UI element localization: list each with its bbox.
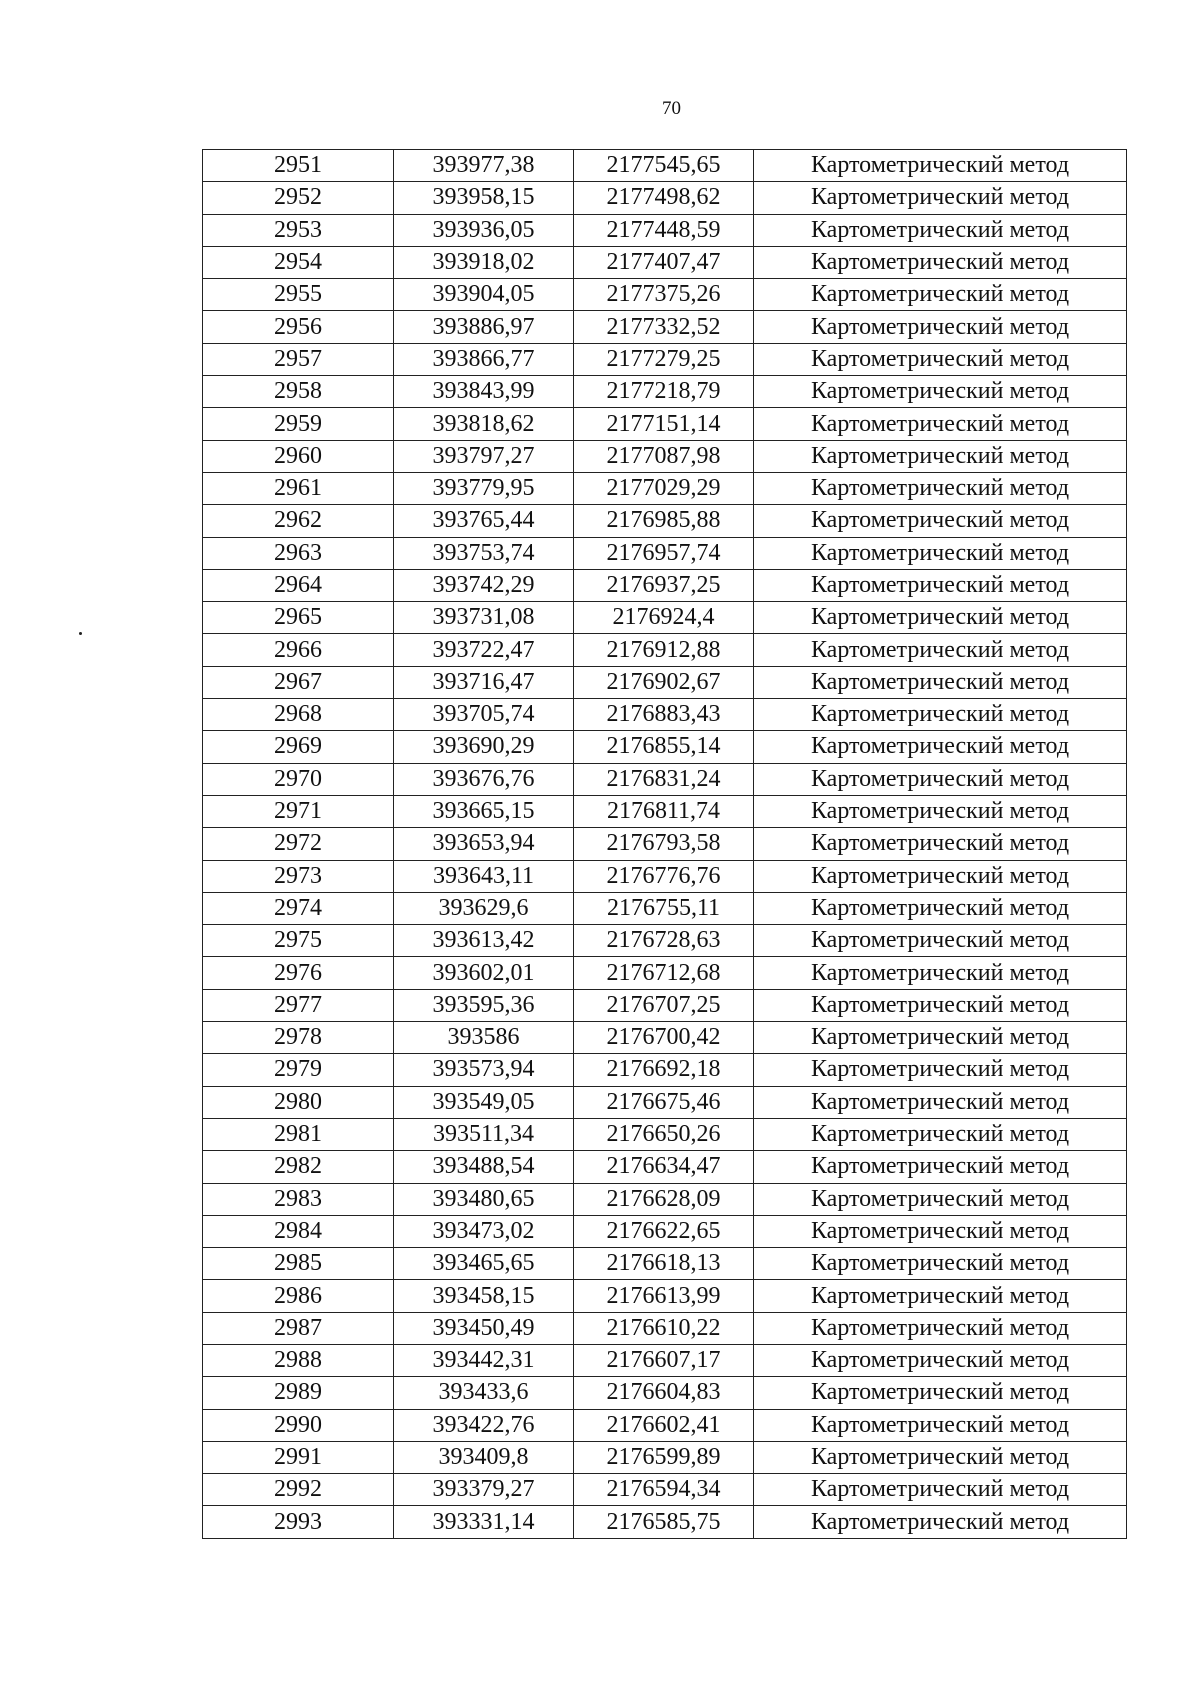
method-cell: Картометрический метод (754, 537, 1127, 569)
y-coordinate-cell: 2176937,25 (574, 569, 754, 601)
table-row (203, 1506, 1127, 1538)
method-cell: Картометрический метод (754, 1409, 1127, 1441)
table-row (203, 1054, 1127, 1086)
y-coordinate-cell: 2176585,75 (574, 1506, 754, 1538)
point-number-cell: 2987 (203, 1312, 394, 1344)
table-row (203, 1118, 1127, 1150)
point-number-cell: 2974 (203, 892, 394, 924)
x-coordinate-cell: 393458,15 (394, 1280, 574, 1312)
point-number-cell: 2958 (203, 376, 394, 408)
point-number-cell: 2986 (203, 1280, 394, 1312)
table-row (203, 1474, 1127, 1506)
y-coordinate-cell: 2176628,09 (574, 1183, 754, 1215)
point-number-cell: 2967 (203, 666, 394, 698)
method-cell: Картометрический метод (754, 860, 1127, 892)
table-row (203, 1312, 1127, 1344)
method-cell: Картометрический метод (754, 795, 1127, 827)
x-coordinate-cell: 393716,47 (394, 666, 574, 698)
table-row (203, 989, 1127, 1021)
table-row (203, 472, 1127, 504)
table-row (203, 1022, 1127, 1054)
table-row (203, 279, 1127, 311)
table-row (203, 795, 1127, 827)
y-coordinate-cell: 2176675,46 (574, 1086, 754, 1118)
point-number-cell: 2966 (203, 634, 394, 666)
y-coordinate-cell: 2176634,47 (574, 1151, 754, 1183)
method-cell: Картометрический метод (754, 311, 1127, 343)
table-row (203, 957, 1127, 989)
table-row (203, 634, 1127, 666)
method-cell: Картометрический метод (754, 1248, 1127, 1280)
stray-dot (79, 632, 82, 635)
method-cell: Картометрический метод (754, 989, 1127, 1021)
y-coordinate-cell: 2176700,42 (574, 1022, 754, 1054)
x-coordinate-cell: 393779,95 (394, 472, 574, 504)
x-coordinate-cell: 393886,97 (394, 311, 574, 343)
point-number-cell: 2970 (203, 763, 394, 795)
method-cell: Картометрический метод (754, 279, 1127, 311)
point-number-cell: 2953 (203, 214, 394, 246)
table-row (203, 408, 1127, 440)
table-row (203, 1183, 1127, 1215)
method-cell: Картометрический метод (754, 376, 1127, 408)
point-number-cell: 2969 (203, 731, 394, 763)
method-cell: Картометрический метод (754, 1474, 1127, 1506)
point-number-cell: 2960 (203, 440, 394, 472)
method-cell: Картометрический метод (754, 699, 1127, 731)
y-coordinate-cell: 2176602,41 (574, 1409, 754, 1441)
point-number-cell: 2973 (203, 860, 394, 892)
table-row (203, 1280, 1127, 1312)
method-cell: Картометрический метод (754, 763, 1127, 795)
y-coordinate-cell: 2176613,99 (574, 1280, 754, 1312)
point-number-cell: 2963 (203, 537, 394, 569)
point-number-cell: 2975 (203, 925, 394, 957)
point-number-cell: 2962 (203, 505, 394, 537)
x-coordinate-cell: 393465,65 (394, 1248, 574, 1280)
method-cell: Картометрический метод (754, 1441, 1127, 1473)
method-cell: Картометрический метод (754, 1118, 1127, 1150)
x-coordinate-cell: 393613,42 (394, 925, 574, 957)
method-cell: Картометрический метод (754, 505, 1127, 537)
table-row (203, 1344, 1127, 1376)
method-cell: Картометрический метод (754, 1183, 1127, 1215)
x-coordinate-cell: 393433,6 (394, 1377, 574, 1409)
y-coordinate-cell: 2176728,63 (574, 925, 754, 957)
x-coordinate-cell: 393511,34 (394, 1118, 574, 1150)
table-row (203, 763, 1127, 795)
method-cell: Картометрический метод (754, 1377, 1127, 1409)
table-row (203, 505, 1127, 537)
y-coordinate-cell: 2177448,59 (574, 214, 754, 246)
point-number-cell: 2983 (203, 1183, 394, 1215)
method-cell: Картометрический метод (754, 569, 1127, 601)
x-coordinate-cell: 393602,01 (394, 957, 574, 989)
y-coordinate-cell: 2176855,14 (574, 731, 754, 763)
table-row (203, 311, 1127, 343)
x-coordinate-cell: 393643,11 (394, 860, 574, 892)
y-coordinate-cell: 2176650,26 (574, 1118, 754, 1150)
table-row (203, 150, 1127, 182)
y-coordinate-cell: 2176985,88 (574, 505, 754, 537)
method-cell: Картометрический метод (754, 1280, 1127, 1312)
y-coordinate-cell: 2176831,24 (574, 763, 754, 795)
table-row (203, 860, 1127, 892)
table-row (203, 537, 1127, 569)
method-cell: Картометрический метод (754, 246, 1127, 278)
table-row (203, 440, 1127, 472)
method-cell: Картометрический метод (754, 1312, 1127, 1344)
table-row (203, 343, 1127, 375)
y-coordinate-cell: 2176957,74 (574, 537, 754, 569)
method-cell: Картометрический метод (754, 472, 1127, 504)
x-coordinate-cell: 393797,27 (394, 440, 574, 472)
x-coordinate-cell: 393936,05 (394, 214, 574, 246)
table-row (203, 602, 1127, 634)
table-row (203, 214, 1127, 246)
table-row (203, 1441, 1127, 1473)
method-cell: Картометрический метод (754, 214, 1127, 246)
method-cell: Картометрический метод (754, 957, 1127, 989)
y-coordinate-cell: 2176594,34 (574, 1474, 754, 1506)
x-coordinate-cell: 393409,8 (394, 1441, 574, 1473)
x-coordinate-cell: 393586 (394, 1022, 574, 1054)
point-number-cell: 2982 (203, 1151, 394, 1183)
x-coordinate-cell: 393958,15 (394, 182, 574, 214)
x-coordinate-cell: 393442,31 (394, 1344, 574, 1376)
method-cell: Картометрический метод (754, 602, 1127, 634)
table-row (203, 892, 1127, 924)
y-coordinate-cell: 2176707,25 (574, 989, 754, 1021)
point-number-cell: 2951 (203, 150, 394, 182)
point-number-cell: 2977 (203, 989, 394, 1021)
point-number-cell: 2978 (203, 1022, 394, 1054)
method-cell: Картометрический метод (754, 1215, 1127, 1247)
point-number-cell: 2988 (203, 1344, 394, 1376)
method-cell: Картометрический метод (754, 925, 1127, 957)
x-coordinate-cell: 393731,08 (394, 602, 574, 634)
x-coordinate-cell: 393866,77 (394, 343, 574, 375)
y-coordinate-cell: 2176622,65 (574, 1215, 754, 1247)
x-coordinate-cell: 393473,02 (394, 1215, 574, 1247)
table-row (203, 1151, 1127, 1183)
x-coordinate-cell: 393690,29 (394, 731, 574, 763)
y-coordinate-cell: 2177498,62 (574, 182, 754, 214)
x-coordinate-cell: 393665,15 (394, 795, 574, 827)
x-coordinate-cell: 393629,6 (394, 892, 574, 924)
y-coordinate-cell: 2177151,14 (574, 408, 754, 440)
method-cell: Картометрический метод (754, 1506, 1127, 1538)
y-coordinate-cell: 2176610,22 (574, 1312, 754, 1344)
point-number-cell: 2991 (203, 1441, 394, 1473)
y-coordinate-cell: 2176924,4 (574, 602, 754, 634)
y-coordinate-cell: 2176912,88 (574, 634, 754, 666)
x-coordinate-cell: 393595,36 (394, 989, 574, 1021)
table-row (203, 569, 1127, 601)
x-coordinate-cell: 393722,47 (394, 634, 574, 666)
y-coordinate-cell: 2176712,68 (574, 957, 754, 989)
point-number-cell: 2968 (203, 699, 394, 731)
x-coordinate-cell: 393331,14 (394, 1506, 574, 1538)
x-coordinate-cell: 393742,29 (394, 569, 574, 601)
point-number-cell: 2992 (203, 1474, 394, 1506)
table-row (203, 1248, 1127, 1280)
point-number-cell: 2965 (203, 602, 394, 634)
point-number-cell: 2964 (203, 569, 394, 601)
coordinates-table-body (203, 150, 1127, 1539)
method-cell: Картометрический метод (754, 408, 1127, 440)
y-coordinate-cell: 2176883,43 (574, 699, 754, 731)
y-coordinate-cell: 2176599,89 (574, 1441, 754, 1473)
x-coordinate-cell: 393676,76 (394, 763, 574, 795)
y-coordinate-cell: 2177279,25 (574, 343, 754, 375)
x-coordinate-cell: 393918,02 (394, 246, 574, 278)
point-number-cell: 2979 (203, 1054, 394, 1086)
table-row (203, 925, 1127, 957)
point-number-cell: 2959 (203, 408, 394, 440)
x-coordinate-cell: 393422,76 (394, 1409, 574, 1441)
x-coordinate-cell: 393705,74 (394, 699, 574, 731)
point-number-cell: 2976 (203, 957, 394, 989)
y-coordinate-cell: 2176692,18 (574, 1054, 754, 1086)
table-row (203, 1409, 1127, 1441)
x-coordinate-cell: 393904,05 (394, 279, 574, 311)
method-cell: Картометрический метод (754, 1022, 1127, 1054)
y-coordinate-cell: 2177029,29 (574, 472, 754, 504)
x-coordinate-cell: 393653,94 (394, 828, 574, 860)
method-cell: Картометрический метод (754, 182, 1127, 214)
table-row (203, 246, 1127, 278)
point-number-cell: 2955 (203, 279, 394, 311)
method-cell: Картометрический метод (754, 731, 1127, 763)
point-number-cell: 2971 (203, 795, 394, 827)
x-coordinate-cell: 393480,65 (394, 1183, 574, 1215)
y-coordinate-cell: 2176755,11 (574, 892, 754, 924)
point-number-cell: 2956 (203, 311, 394, 343)
x-coordinate-cell: 393843,99 (394, 376, 574, 408)
point-number-cell: 2993 (203, 1506, 394, 1538)
table-row (203, 1086, 1127, 1118)
point-number-cell: 2972 (203, 828, 394, 860)
x-coordinate-cell: 393549,05 (394, 1086, 574, 1118)
y-coordinate-cell: 2177545,65 (574, 150, 754, 182)
y-coordinate-cell: 2177375,26 (574, 279, 754, 311)
x-coordinate-cell: 393573,94 (394, 1054, 574, 1086)
table-row (203, 699, 1127, 731)
y-coordinate-cell: 2177407,47 (574, 246, 754, 278)
y-coordinate-cell: 2176793,58 (574, 828, 754, 860)
y-coordinate-cell: 2176607,17 (574, 1344, 754, 1376)
y-coordinate-cell: 2177218,79 (574, 376, 754, 408)
method-cell: Картометрический метод (754, 1344, 1127, 1376)
x-coordinate-cell: 393488,54 (394, 1151, 574, 1183)
table-row (203, 828, 1127, 860)
table-row (203, 666, 1127, 698)
method-cell: Картометрический метод (754, 828, 1127, 860)
x-coordinate-cell: 393977,38 (394, 150, 574, 182)
y-coordinate-cell: 2177087,98 (574, 440, 754, 472)
method-cell: Картометрический метод (754, 440, 1127, 472)
y-coordinate-cell: 2176618,13 (574, 1248, 754, 1280)
point-number-cell: 2980 (203, 1086, 394, 1118)
x-coordinate-cell: 393818,62 (394, 408, 574, 440)
table-row (203, 1215, 1127, 1247)
x-coordinate-cell: 393765,44 (394, 505, 574, 537)
point-number-cell: 2990 (203, 1409, 394, 1441)
y-coordinate-cell: 2176902,67 (574, 666, 754, 698)
point-number-cell: 2957 (203, 343, 394, 375)
method-cell: Картометрический метод (754, 1086, 1127, 1118)
method-cell: Картометрический метод (754, 634, 1127, 666)
point-number-cell: 2985 (203, 1248, 394, 1280)
method-cell: Картометрический метод (754, 666, 1127, 698)
method-cell: Картометрический метод (754, 343, 1127, 375)
table-row (203, 182, 1127, 214)
method-cell: Картометрический метод (754, 892, 1127, 924)
method-cell: Картометрический метод (754, 1054, 1127, 1086)
point-number-cell: 2989 (203, 1377, 394, 1409)
y-coordinate-cell: 2176776,76 (574, 860, 754, 892)
table-row (203, 1377, 1127, 1409)
method-cell: Картометрический метод (754, 1151, 1127, 1183)
page-number: 70 (662, 98, 681, 119)
point-number-cell: 2954 (203, 246, 394, 278)
point-number-cell: 2984 (203, 1215, 394, 1247)
table-row (203, 731, 1127, 763)
y-coordinate-cell: 2176811,74 (574, 795, 754, 827)
point-number-cell: 2952 (203, 182, 394, 214)
y-coordinate-cell: 2176604,83 (574, 1377, 754, 1409)
method-cell: Картометрический метод (754, 150, 1127, 182)
point-number-cell: 2961 (203, 472, 394, 504)
x-coordinate-cell: 393753,74 (394, 537, 574, 569)
point-number-cell: 2981 (203, 1118, 394, 1150)
coordinates-table (202, 149, 1127, 1539)
x-coordinate-cell: 393450,49 (394, 1312, 574, 1344)
x-coordinate-cell: 393379,27 (394, 1474, 574, 1506)
table-row (203, 376, 1127, 408)
y-coordinate-cell: 2177332,52 (574, 311, 754, 343)
